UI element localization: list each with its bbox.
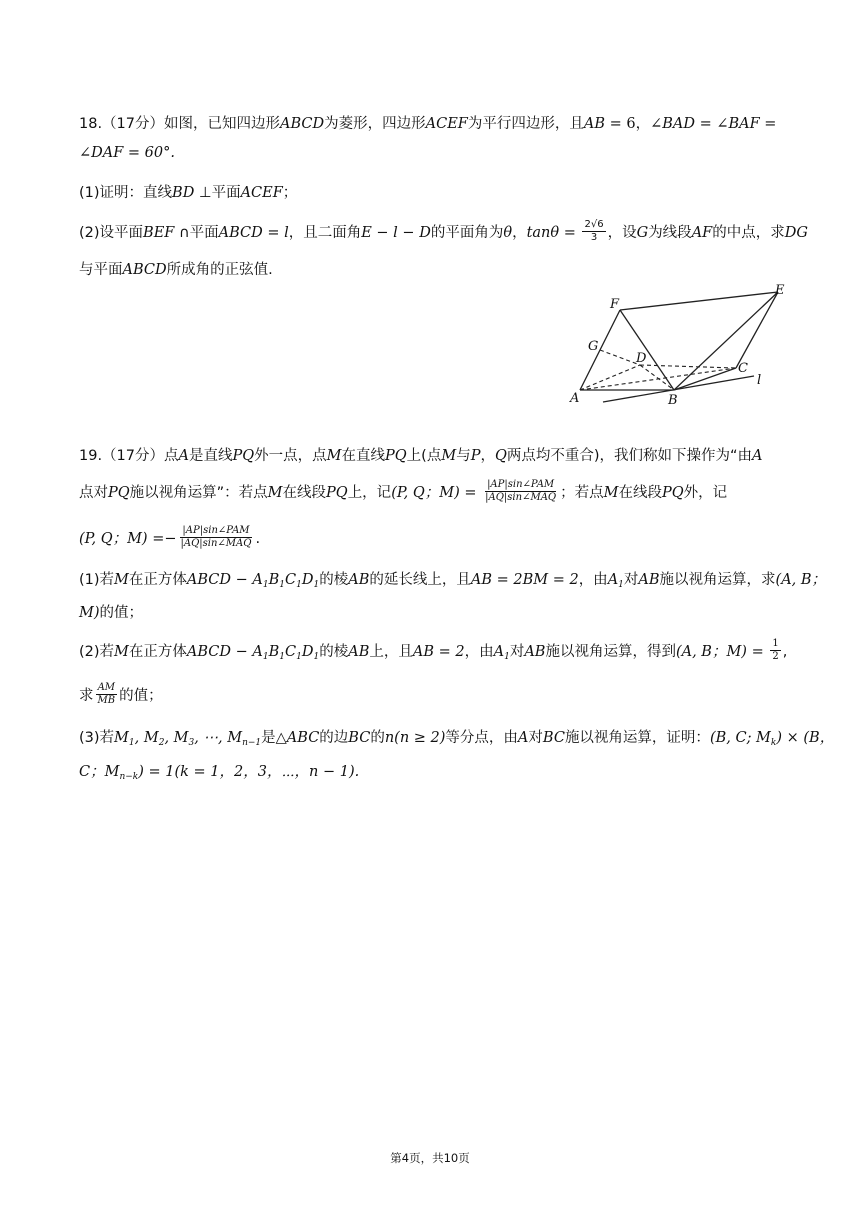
edge-ec — [736, 292, 778, 368]
q18-part-2: (2)设平面BEF ∩平面ABCD = l，且二面角E − l − D的平面角为θ，tanθ = $\frac{2√6}{3}$ ，设G为线段AF的中点，求DG — [79, 219, 808, 243]
edge-ac — [580, 368, 736, 390]
half-fraction: $\frac{1}{2}$ — [772, 638, 779, 662]
edge-fe — [620, 292, 778, 310]
edge-dc — [640, 365, 736, 368]
label-d: D — [636, 351, 647, 366]
geometry-figure — [568, 280, 790, 412]
am-mb-fraction: $\frac{AM}{MB}$ — [97, 682, 116, 706]
label-e: E — [775, 283, 785, 298]
q19-line-1: 19.（17分）点A是直线PQ外一点，点M在直线PQ上(点M与P，Q两点均不重合)，我们称如下操作为“由A — [79, 448, 763, 464]
label-g: G — [588, 339, 599, 354]
view-fraction-2: $\frac{\text{|AP|sin∠PAM}}{\text{|AQ|sin∠MAQ}}$ — [180, 525, 252, 549]
edge-gd — [600, 350, 640, 365]
label-f: F — [610, 297, 620, 312]
label-c: C — [738, 361, 748, 376]
edge-be — [674, 292, 778, 390]
q19-line-3: (P, Q；M) =− $\frac{\text{|AP|sin∠PAM}}{\text{|AQ|sin∠MAQ}}$ . — [79, 525, 261, 549]
line-l — [603, 376, 754, 402]
label-a: A — [570, 391, 580, 406]
edge-bc — [674, 368, 736, 390]
edge-db — [640, 365, 674, 390]
q18-part-1: (1)证明：直线BD ⊥平面ACEF； — [79, 185, 298, 201]
edge-af — [580, 310, 620, 390]
q19-part-1: (1)若M在正方体ABCD − $A_1B_1C_1D_1$的棱AB的延长线上，且AB = 2BM = 2，由$A_1$对AB施以视角运算，求(A, B； — [79, 572, 827, 590]
q18-part-2-line-2: 与平面ABCD所成角的正弦值. — [79, 262, 273, 278]
q19-part-3: (3)若$M_1$, $M_2$, $M_3$, ⋯, $M_{n-1}$是△ABC的边BC的n(n ≥ 2)等分点，由A对BC施以视角运算，证明：(B, C; $M_k) \times (B$， — [79, 730, 835, 748]
q19-part-3-line-2: C；$M_{n-k}) = 1(k = 1$，2，3，⋯，n − 1). — [79, 764, 360, 782]
q19-part-2-line-2: 求 $\frac{AM}{MB}$ 的值； — [79, 682, 163, 706]
q19-part-1-line-2: M)的值； — [79, 605, 144, 621]
q19-line-2: 点对PQ施以视角运算”：若点M在线段PQ上，记(P, Q；M) = $\frac{\text{|AP|sin∠PAM}}{\text{|AQ|sin∠MAQ}}$ ；若点M在线段PQ外，记 — [79, 479, 728, 503]
label-l: l — [757, 373, 762, 388]
view-fraction-1: $\frac{\text{|AP|sin∠PAM}}{\text{|AQ|sin∠MAQ}}$ — [485, 479, 557, 503]
page-footer: 第4页，共10页 — [390, 1151, 470, 1165]
q18-line-2: ∠DAF = 60°. — [79, 145, 175, 161]
label-b: B — [668, 393, 678, 408]
q18-line-1: 18.（17分）如图，已知四边形ABCD为菱形，四边形ACEF为平行四边形，且AB = 6，∠BAD = ∠BAF = — [79, 116, 777, 132]
tan-fraction: $\frac{2√6}{3}$ — [584, 219, 604, 243]
q19-part-2: (2)若M在正方体ABCD − $A_1B_1C_1D_1$的棱AB上，且AB = 2，由$A_1$对AB施以视角运算，得到(A, B；M) = $\frac{1}{2}$ , — [79, 638, 788, 662]
